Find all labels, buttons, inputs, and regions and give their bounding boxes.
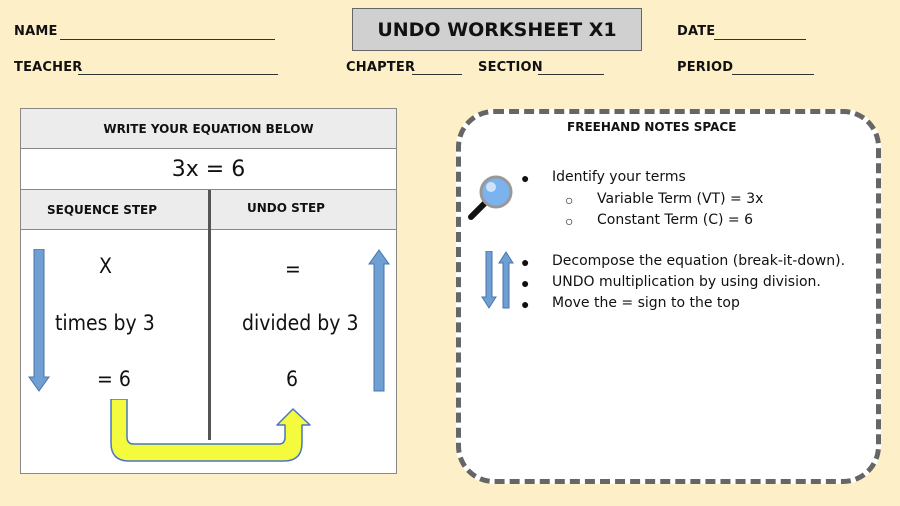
notes-subitem-constant: Constant Term (C) = 6 [597,212,754,228]
notes-heading: FREEHAND NOTES SPACE [567,120,737,134]
up-down-arrows-icon [481,251,515,309]
teacher-label: TEACHER [14,60,83,75]
magnifier-icon [466,172,516,222]
bullet-circle-icon: ○ [565,213,574,229]
name-label: NAME [14,24,58,39]
date-label: DATE [677,24,716,39]
worksheet-title: UNDO WORKSHEET X1 [352,8,642,51]
up-arrow-icon [368,249,390,392]
sequence-step-2: times by 3 [55,311,155,335]
sequence-step-header: SEQUENCE STEP [47,203,158,217]
equation-row[interactable] [21,149,396,190]
freehand-notes-area[interactable] [456,109,881,484]
bullet-dot-icon: ● [521,254,530,270]
down-arrow-icon [28,249,50,392]
section-label: SECTION [478,60,543,75]
teacher-line[interactable] [78,74,278,75]
bullet-circle-icon: ○ [565,192,574,208]
equation-text: 3x = 6 [171,156,246,182]
bullet-dot-icon: ● [521,170,530,186]
table-heading-row [21,109,396,149]
u-turn-arrow-icon [107,399,319,465]
undo-step-header: UNDO STEP [247,201,325,215]
chapter-label: CHAPTER [346,60,416,75]
bullet-dot-icon: ● [521,275,530,291]
section-line[interactable] [538,74,604,75]
date-line[interactable] [714,39,806,40]
notes-item-undo: UNDO multiplication by using division. [552,274,821,290]
undo-step-2: divided by 3 [242,311,359,335]
sequence-step-3: = 6 [97,367,131,391]
name-line[interactable] [60,39,275,40]
period-label: PERIOD [677,60,734,75]
sequence-step-1: X [99,254,112,278]
bullet-dot-icon: ● [521,296,530,312]
equation-table [20,108,397,474]
notes-item-identify: Identify your terms [552,169,686,185]
chapter-line[interactable] [412,74,462,75]
undo-step-3: 6 [286,367,299,391]
notes-item-move: Move the = sign to the top [552,295,740,311]
undo-step-1: = [285,257,301,281]
period-line[interactable] [732,74,814,75]
notes-item-decompose: Decompose the equation (break-it-down). [552,253,846,269]
table-heading: WRITE YOUR EQUATION BELOW [103,121,314,136]
notes-subitem-variable: Variable Term (VT) = 3x [597,191,764,207]
